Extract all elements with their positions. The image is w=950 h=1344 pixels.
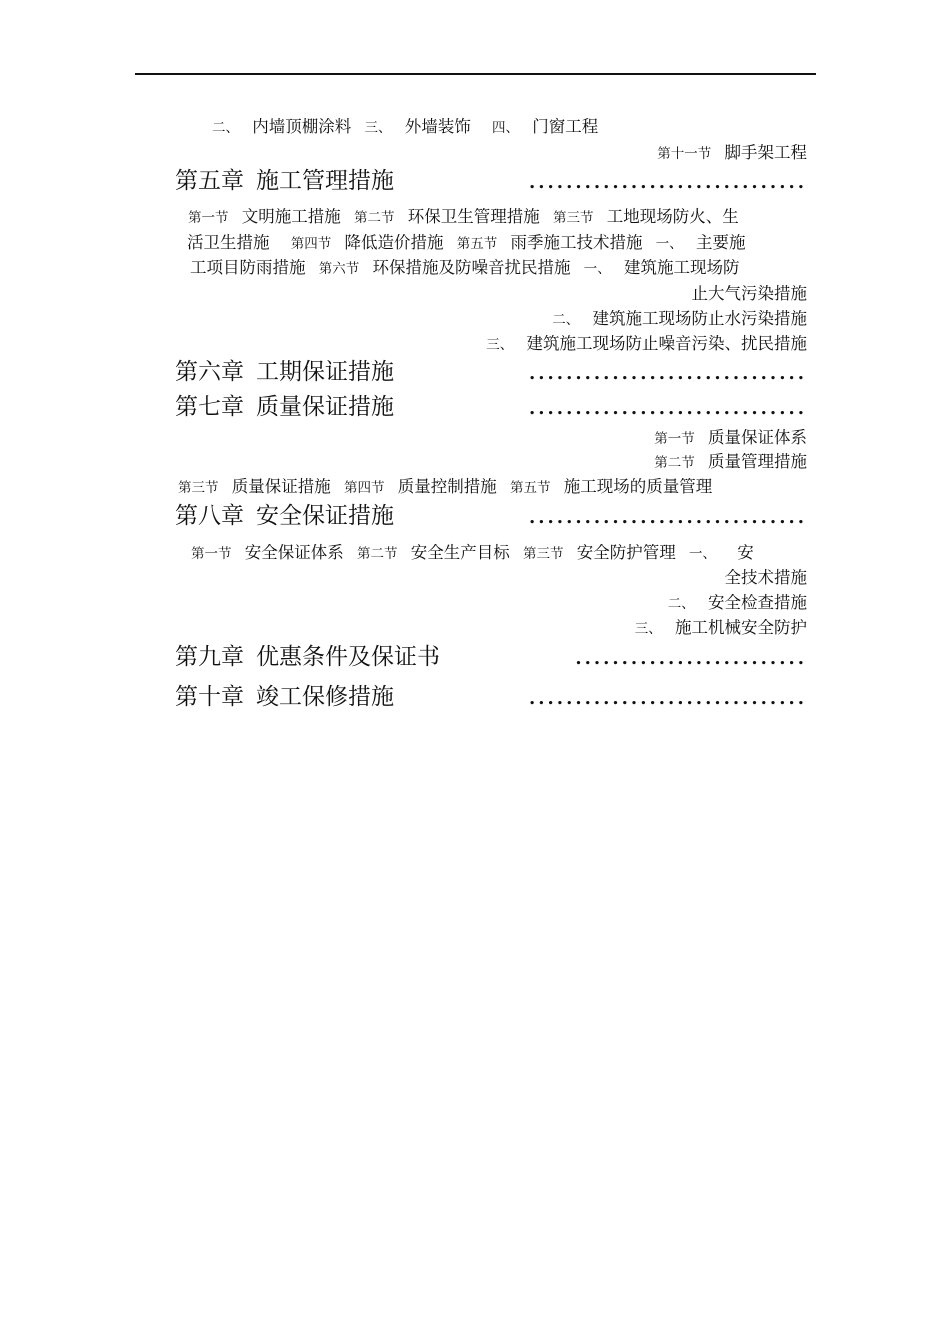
toc-chapter-6[interactable]: [175, 361, 807, 384]
toc-chapter-8[interactable]: [175, 505, 807, 528]
toc-entry[interactable]: 建筑施工现场防止水污染措施: [592, 309, 807, 328]
chapter-title: 优惠条件及保证书: [256, 644, 440, 670]
chapter-title: 竣工保修措施: [256, 684, 394, 710]
dot-leader: ..............................: [529, 365, 807, 383]
toc-section-label: 第五节: [510, 480, 551, 496]
toc-entry[interactable]: 质量保证措施: [231, 477, 331, 496]
toc-chapter-5[interactable]: [175, 170, 807, 193]
toc-line-1: [212, 119, 598, 136]
dot-leader: ..............................: [529, 509, 807, 527]
chapter-number: 第八章: [175, 503, 244, 529]
toc-entry[interactable]: 工项目防雨措施: [190, 258, 306, 277]
toc-chapter-10[interactable]: [175, 686, 807, 709]
toc-entry[interactable]: 全技术措施: [724, 568, 807, 587]
toc-section-label: 第三节: [523, 546, 564, 562]
chapter-number: 第九章: [175, 644, 244, 670]
toc-entry[interactable]: 雨季施工技术措施: [510, 233, 643, 252]
dot-leader: ..............................: [529, 174, 807, 192]
chapter-number: 第十章: [175, 684, 244, 710]
toc-section-label: 第三节: [178, 480, 219, 496]
toc-entry[interactable]: 施工机械安全防护: [675, 618, 807, 637]
toc-marker: 三、: [634, 621, 662, 637]
toc-entry[interactable]: 活卫生措施: [187, 233, 270, 252]
toc-line-19: [635, 620, 807, 637]
toc-chapter-7[interactable]: [175, 396, 807, 419]
toc-entry[interactable]: 安全检查措施: [708, 593, 807, 612]
toc-section-label: 第十一节: [657, 146, 712, 162]
toc-entry[interactable]: 内墙顶棚涂料: [252, 117, 352, 136]
toc-line-6: [190, 260, 740, 277]
toc-line-9: [486, 336, 807, 353]
toc-entry[interactable]: 安全防护管理: [576, 543, 676, 562]
toc-marker: 一、: [655, 236, 683, 252]
toc-section-label: 第一节: [654, 431, 695, 447]
dot-leader: ..............................: [529, 400, 807, 418]
toc-section-label: 第一节: [191, 546, 232, 562]
header-rule: [135, 73, 816, 75]
toc-entry[interactable]: 外墙装饰: [404, 117, 471, 136]
toc-entry[interactable]: 质量保证体系: [708, 428, 807, 447]
toc-chapter-9[interactable]: [175, 646, 807, 669]
chapter-number: 第七章: [175, 394, 244, 420]
toc-entry[interactable]: 门窗工程: [532, 117, 599, 136]
toc-section-label: 第六节: [318, 261, 360, 277]
toc-line-4: [188, 209, 739, 226]
toc-marker: 二、: [212, 120, 239, 136]
toc-section-label: 第一节: [188, 210, 229, 226]
toc-entry[interactable]: 工地现场防火、生: [606, 207, 739, 226]
toc-marker: 四、: [492, 120, 519, 136]
toc-entry[interactable]: 安全生产目标: [410, 543, 510, 562]
toc-entry[interactable]: 环保措施及防噪音扰民措施: [372, 258, 571, 277]
toc-entry[interactable]: 安全保证体系: [244, 543, 344, 562]
chapter-title: 施工管理措施: [256, 168, 394, 194]
toc-line-14: [178, 479, 712, 496]
dot-leader: ..............................: [529, 690, 807, 708]
toc-entry[interactable]: 主要施: [696, 233, 746, 252]
toc-section-label: 第二节: [357, 546, 398, 562]
toc-entry[interactable]: 质量控制措施: [397, 477, 497, 496]
toc-section-label: 第三节: [553, 210, 594, 226]
toc-marker: 三、: [364, 120, 392, 136]
toc-marker: 二、: [667, 596, 695, 612]
toc-entry[interactable]: 文明施工措施: [241, 207, 341, 226]
toc-line-16: [191, 545, 754, 562]
toc-entry[interactable]: 建筑施工现场防止噪音污染、扰民措施: [526, 334, 807, 353]
toc-line-5: [187, 235, 746, 252]
toc-line-12: [654, 430, 807, 447]
chapter-title: 工期保证措施: [256, 359, 394, 385]
toc-entry[interactable]: 建筑施工现场防: [624, 258, 740, 277]
toc-line-13: [654, 454, 807, 471]
dot-leader: .........................: [575, 650, 807, 668]
toc-marker: 一、: [583, 261, 611, 277]
toc-line-2: [657, 145, 807, 162]
toc-section-label: 第四节: [344, 480, 385, 496]
toc-marker: 二、: [552, 312, 580, 328]
toc-line-17: [725, 570, 808, 587]
toc-section-label: 第二节: [654, 455, 695, 471]
toc-marker: 三、: [486, 337, 514, 353]
toc-entry[interactable]: 安: [737, 543, 754, 562]
toc-line-18: [668, 595, 807, 612]
toc-entry[interactable]: 脚手架工程: [724, 143, 807, 162]
toc-section-label: 第四节: [290, 236, 332, 252]
toc-entry[interactable]: 环保卫生管理措施: [407, 207, 540, 226]
chapter-number: 第六章: [175, 359, 244, 385]
toc-entry[interactable]: 止大气污染措施: [691, 284, 807, 303]
toc-entry[interactable]: 质量管理措施: [708, 452, 807, 471]
toc-entry[interactable]: 施工现场的质量管理: [563, 477, 713, 496]
toc-entry[interactable]: 降低造价措施: [344, 233, 444, 252]
toc-line-7: [692, 286, 808, 303]
chapter-number: 第五章: [175, 168, 244, 194]
toc-marker: 一、: [689, 546, 716, 562]
toc-section-label: 第二节: [354, 210, 395, 226]
toc-line-8: [552, 311, 807, 328]
chapter-title: 质量保证措施: [256, 394, 394, 420]
toc-section-label: 第五节: [456, 236, 498, 252]
chapter-title: 安全保证措施: [256, 503, 394, 529]
